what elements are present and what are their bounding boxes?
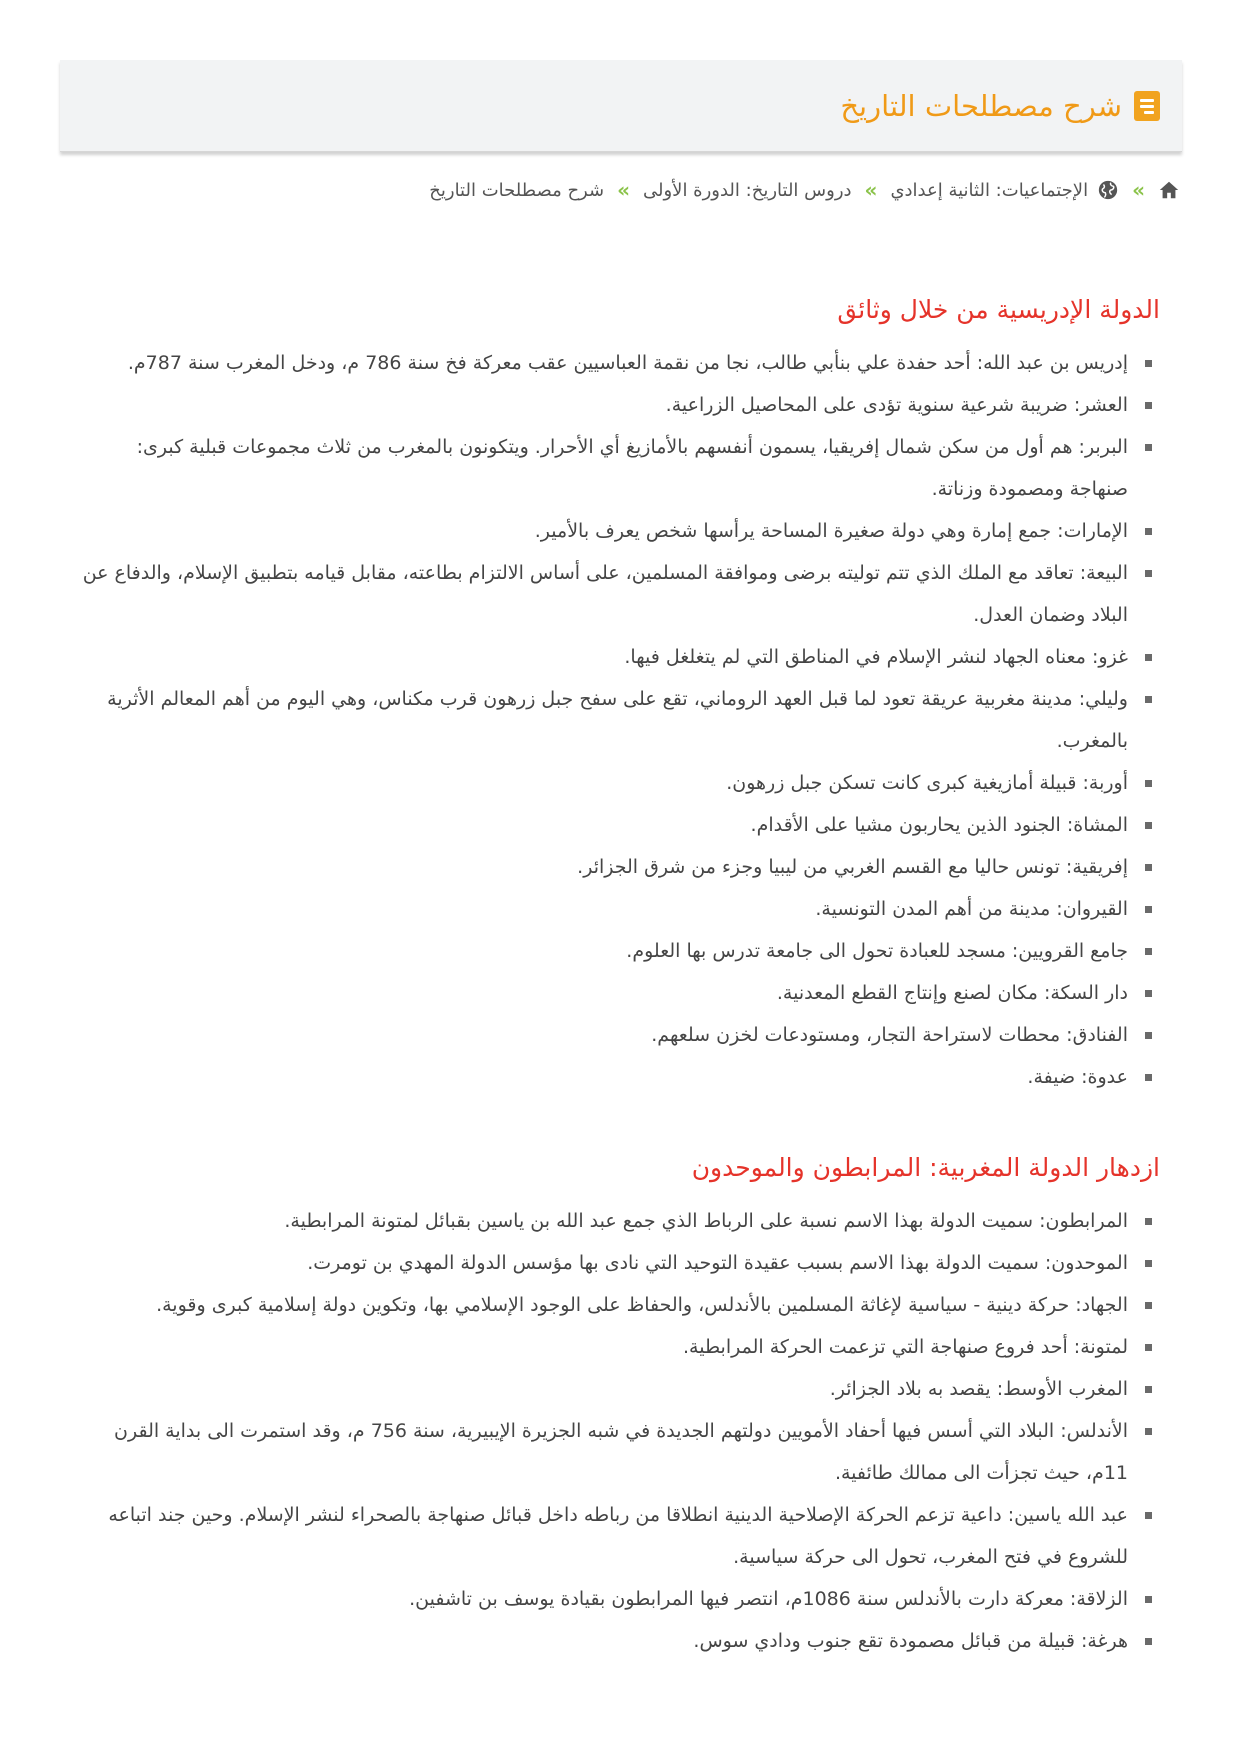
globe-icon [1097,179,1119,201]
list-item: إدريس بن عبد الله: أحد حفدة علي بنأبي طالب، نجا من نقمة العباسيين عقب معركة فخ سنة 786 م، ودخل المغرب سنة 787م. [80,342,1160,384]
term-list [80,342,1160,1098]
list-item: القيروان: مدينة من أهم المدن التونسية. [80,888,1160,930]
breadcrumb-item-current: شرح مصطلحات التاريخ [429,179,605,201]
list-item: الإمارات: جمع إمارة وهي دولة صغيرة المساحة يرأسها شخص يعرف بالأمير. [80,510,1160,552]
section-almoravids-almohads [80,1148,1160,1662]
list-item: هرغة: قبيلة من قبائل مصمودة تقع جنوب ودادي سوس. [80,1620,1160,1662]
section-title: ازدهار الدولة المغربية: المرابطون والموحدون [691,1153,1160,1182]
list-item: المغرب الأوسط: يقصد به بلاد الجزائر. [80,1368,1160,1410]
list-item: العشر: ضريبة شرعية سنوية تؤدى على المحاصيل الزراعية. [80,384,1160,426]
list-item: جامع القرويين: مسجد للعبادة تحول الى جامعة تدرس بها العلوم. [80,930,1160,972]
page-title: شرح مصطلحات التاريخ [840,89,1122,123]
list-item: الزلاقة: معركة دارت بالأندلس سنة 1086م، انتصر فيها المرابطون بقيادة يوسف بن تاشفين. [80,1578,1160,1620]
title-bar [60,60,1182,152]
list-item: عبد الله ياسين: داعية تزعم الحركة الإصلاحية الدينية انطلاقا من رباطه داخل قبائل صنهاجة بالصحراء لنشر الإسلام. وحين جند اتباعه للشروع في فتح المغرب، تحول الى حركة سياسية. [80,1494,1160,1578]
list-item: الموحدون: سميت الدولة بهذا الاسم بسبب عقيدة التوحيد التي نادى بها مؤسس الدولة المهدي بن تومرت. [80,1242,1160,1284]
breadcrumb-separator: » [1132,178,1145,202]
breadcrumb-item-history-lessons[interactable]: دروس التاريخ: الدورة الأولى [643,179,852,201]
list-item: البيعة: تعاقد مع الملك الذي تتم توليته برضى وموافقة المسلمين، على أساس الالتزام بطاعته، مقابل قيامه بتطبيق الإسلام، والدفاع عن البلاد وضمان العدل. [80,552,1160,636]
list-item: إفريقية: تونس حاليا مع القسم الغربي من ليبيا وجزء من شرق الجزائر. [80,846,1160,888]
list-item: غزو: معناه الجهاد لنشر الإسلام في المناطق التي لم يتغلغل فيها. [80,636,1160,678]
list-item: وليلي: مدينة مغربية عريقة تعود لما قبل العهد الروماني، تقع على سفح جبل زرهون قرب مكناس، وهي اليوم من أهم المعالم الأثرية بالمغرب. [80,678,1160,762]
term-list [80,1200,1160,1662]
list-item: الفنادق: محطات لاستراحة التجار، ومستودعات لخزن سلعهم. [80,1014,1160,1056]
list-item: المشاة: الجنود الذين يحاربون مشيا على الأقدام. [80,804,1160,846]
list-item: أوربة: قبيلة أمازيغية كبرى كانت تسكن جبل زرهون. [80,762,1160,804]
breadcrumb-separator: » [864,178,878,202]
list-item: دار السكة: مكان لصنع وإنتاج القطع المعدنية. [80,972,1160,1014]
list-item: المرابطون: سميت الدولة بهذا الاسم نسبة على الرباط الذي جمع عبد الله بن ياسين بقبائل لمتونة المرابطية. [80,1200,1160,1242]
document-icon [1134,91,1160,121]
section-title: الدولة الإدريسية من خلال وثائق [837,295,1160,324]
list-item: الجهاد: حركة دينية - سياسية لإغاثة المسلمين بالأندلس، والحفاظ على الوجود الإسلامي بها، وتكوين دولة إسلامية كبرى وقوية. [80,1284,1160,1326]
title-wrap [840,86,1160,126]
breadcrumb [429,178,1180,202]
home-icon[interactable] [1158,179,1180,201]
list-item: الأندلس: البلاد التي أسس فيها أحفاد الأمويين دولتهم الجديدة في شبه الجزيرة الإيبيرية، سنة 756 م، وقد استمرت الى بداية القرن 11م، حيث تجزأت الى ممالك طائفية. [80,1410,1160,1494]
breadcrumb-separator: » [617,178,630,202]
list-item: عدوة: ضيفة. [80,1056,1160,1098]
list-item: البربر: هم أول من سكن شمال إفريقيا، يسمون أنفسهم بالأمازيغ أي الأحرار. ويتكونون بالمغرب من ثلاث مجموعات قبلية كبرى: صنهاجة ومصمودة وزناتة. [80,426,1160,510]
section-idrisid-state [80,290,1160,1098]
breadcrumb-item-social-studies[interactable]: الإجتماعيات: الثانية إعدادي [890,179,1089,201]
list-item: لمتونة: أحد فروع صنهاجة التي تزعمت الحركة المرابطية. [80,1326,1160,1368]
